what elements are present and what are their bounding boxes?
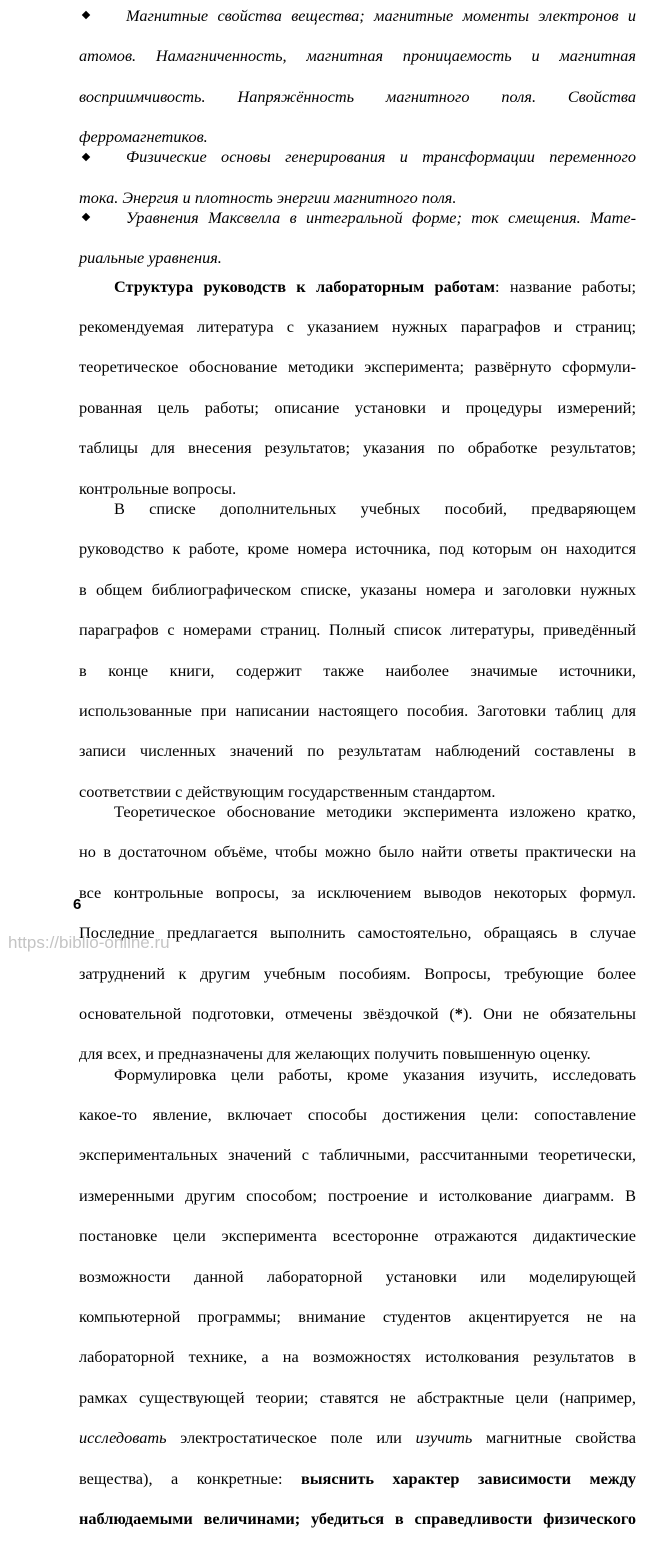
bullet-diamond-icon (82, 152, 90, 160)
text-line: рованная цель работы; описание установки и процедуры измерений; (79, 397, 636, 417)
text-segment: магнитные свойства (472, 1428, 636, 1448)
bold-heading-text: Структура руководств к лабораторным работам (114, 276, 496, 296)
text-line: в конце книги, содержит также наиболее значимые источники, (79, 660, 636, 680)
italic-term: исследовать (79, 1428, 167, 1448)
text-line: рамках существующей теории; ставятся не абстрактные цели (например, (79, 1387, 636, 1407)
bullet-text-line: тока. Энергия и плотность энергии магнитного поля. (79, 187, 457, 207)
text-line: контрольные вопросы. (79, 478, 237, 498)
bullet-text-line: Физические основы генерирования и трансформации переменного (126, 147, 636, 167)
page-number: 6 (73, 896, 82, 913)
text-line: Последние предлагается выполнить самостоятельно, обращаясь в случае (79, 923, 636, 943)
text-line: руководство к работе, кроме номера источника, под которым он находится (79, 539, 636, 559)
text-line: постановке цели эксперимента всесторонне отражаются дидактические (79, 1226, 636, 1246)
bullet-item (79, 208, 636, 269)
text-line: Теоретическое обоснование методики эксперимента изложено кратко, (114, 801, 636, 821)
text-segment: основательной подготовки, отмечены звёздочкой ( (79, 1003, 455, 1023)
text-line: рекомендуемая литература с указанием нужных параграфов и страниц; (79, 317, 636, 337)
bullet-item (79, 6, 636, 147)
text-line: компьютерной программы; внимание студентов акцентируется не на (79, 1307, 636, 1326)
text-line: : название работы; (495, 276, 636, 296)
text-line: какое-то явление, включает способы достижения цели: сопоставление (79, 1104, 636, 1124)
text-line: измеренными другим способом; построение и истолкование диаграмм. В (79, 1185, 636, 1205)
bullet-diamond-icon (82, 11, 90, 19)
text-segment: вещества), а конкретные: (79, 1468, 302, 1488)
text-line: В списке дополнительных учебных пособий, предваряющем (114, 498, 636, 518)
text-line: записи численных значений по результатам наблюдений составлены в (79, 741, 636, 761)
paragraph-structure (79, 277, 636, 499)
text-line: Формулировка цели работы, кроме указания изучить, исследовать (114, 1064, 636, 1084)
bold-text: выяснить характер зависимости между (301, 1468, 636, 1488)
text-line: для всех, и предназначены для желающих получить повышенную оценку. (79, 1044, 591, 1064)
bullet-text-line: риальные уравнения. (79, 248, 222, 268)
asterisk-mark: * (454, 1003, 463, 1023)
text-line: соответствии с действующим государственным стандартом. (79, 781, 496, 801)
bullet-text-line: восприимчивость. Напряжённость магнитного поля. Свойства (79, 86, 636, 106)
bullet-text-line: атомов. Намагниченность, магнитная проницаемость и магнитная (79, 46, 636, 66)
text-line: экспериментальных значений с табличными, рассчитанными теоретически, (79, 1145, 636, 1165)
bullet-text-line: Магнитные свойства вещества; магнитные моменты электронов и (126, 6, 636, 25)
bullet-diamond-icon (82, 213, 90, 221)
text-line: но в достаточном объёме, чтобы можно было найти ответы практически на (79, 842, 636, 862)
paragraph-goal (79, 1065, 636, 1549)
text-line: таблицы для внесения результатов; указания по обработке результатов; (79, 438, 636, 458)
text-line: лабораторной технике, а на возможностях истолкования результатов в (79, 1347, 636, 1367)
text-line: параграфов с номерами страниц. Полный список литературы, приведённый (79, 620, 636, 640)
text-line: в общем библиографическом списке, указаны номера и заголовки нужных (79, 579, 636, 599)
watermark: https://biblio-online.ru (8, 933, 170, 952)
bold-text-line: наблюдаемыми величинами; убедиться в справедливости физического (79, 1509, 636, 1529)
text-line: использованные при написании настоящего пособия. Заготовки таблиц для (79, 700, 636, 720)
page-text (79, 6, 636, 1549)
italic-term: изучить (415, 1428, 473, 1448)
text-line: возможности данной лабораторной установки или моделирующей (79, 1266, 636, 1286)
bullet-text-line: Уравнения Максвелла в интегральной форме; ток смещения. Мате- (126, 208, 636, 228)
paragraph-bibliography (79, 499, 636, 802)
text-line: все контрольные вопросы, за исключением выводов некоторых формул. (79, 882, 636, 902)
text-line: затруднений к другим учебным пособиям. Вопросы, требующие более (79, 963, 636, 983)
bullet-item (79, 147, 636, 208)
bullet-text-line: ферромагнетиков. (79, 127, 208, 147)
text-segment: ). Они не обязательны (462, 1003, 636, 1023)
text-segment: электростатическое поле или (166, 1428, 416, 1448)
text-line: теоретическое обоснование методики эксперимента; развёрнуто сформули- (79, 357, 636, 377)
